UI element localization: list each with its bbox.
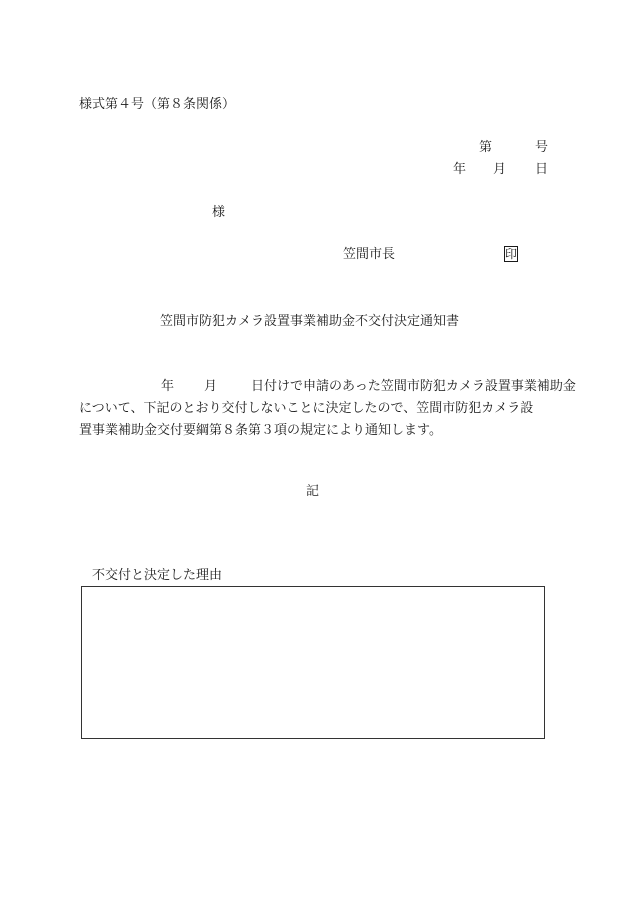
notice-body-line-2: について、下記のとおり交付しないことに決定したので、笠間市防犯カメラ設: [79, 401, 534, 416]
addressee-honorific: 様: [212, 205, 226, 220]
date-year-label: 年: [453, 162, 467, 177]
issuer-name: 笠間市長: [343, 247, 396, 262]
notice-body-line-3: 置事業補助金交付要綱第８条第３項の規定により通知します。: [79, 423, 442, 438]
ki-heading: 記: [306, 484, 320, 499]
body-month-unit: 月: [203, 379, 217, 394]
date-month-label: 月: [493, 162, 507, 177]
body-year-unit: 年: [160, 379, 174, 394]
date-day-label: 日: [535, 162, 549, 177]
body-day-unit: 日: [250, 379, 264, 394]
reason-box: [81, 586, 545, 739]
document-number-suffix: 号: [535, 140, 549, 155]
document-title: 笠間市防犯カメラ設置事業補助金不交付決定通知書: [160, 314, 460, 329]
seal-mark: 印: [505, 247, 518, 261]
reason-label: 不交付と決定した理由: [92, 568, 223, 583]
notice-body-line-1: [79, 376, 576, 398]
notice-body: [79, 376, 576, 442]
document-number-label: 第: [479, 140, 493, 155]
body-line-1-text: 付けで申請のあった笠間市防犯カメラ設置事業補助金: [264, 379, 576, 394]
form-number: 様式第４号（第８条関係）: [79, 97, 236, 112]
